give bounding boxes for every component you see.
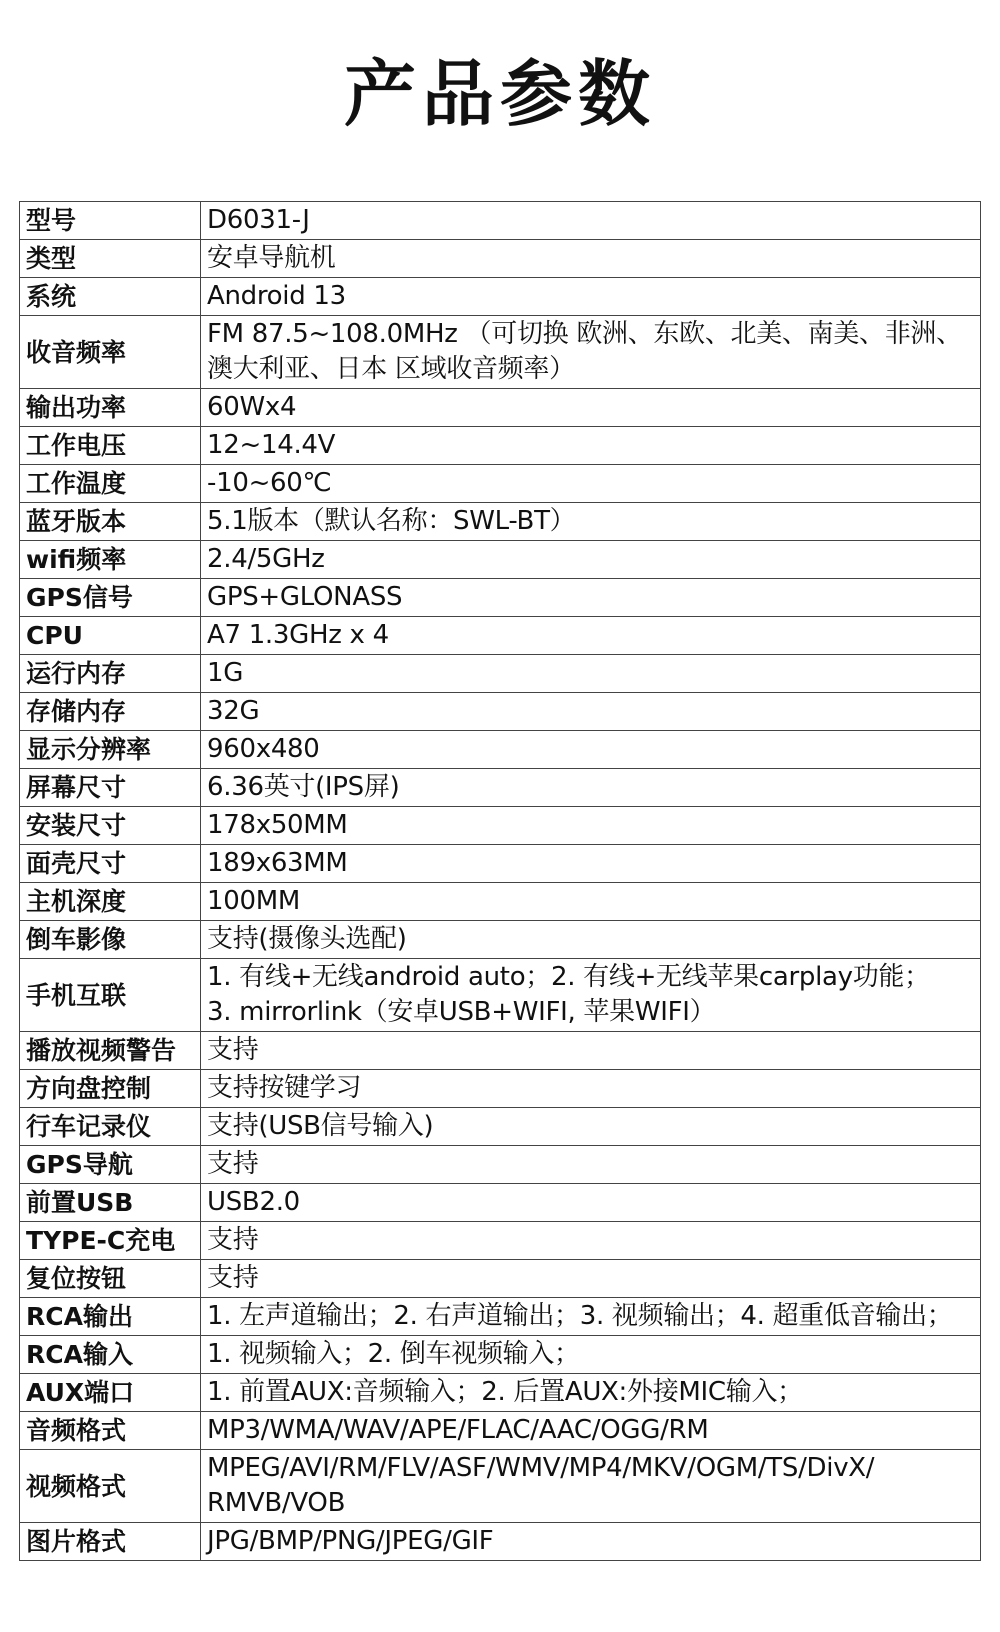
spec-value: JPG/BMP/PNG/JPEG/GIF — [201, 1523, 981, 1561]
spec-label: 前置USB — [20, 1184, 201, 1222]
table-row — [20, 807, 981, 845]
spec-value: 支持 — [201, 1146, 981, 1184]
spec-label: 工作温度 — [20, 465, 201, 503]
spec-value: GPS+GLONASS — [201, 579, 981, 617]
spec-value: A7 1.3GHz x 4 — [201, 617, 981, 655]
spec-value: 960x480 — [201, 731, 981, 769]
table-row — [20, 1412, 981, 1450]
spec-value: MPEG/AVI/RM/FLV/ASF/WMV/MP4/MKV/OGM/TS/DivX/ RMVB/VOB — [201, 1450, 981, 1523]
spec-label: GPS信号 — [20, 579, 201, 617]
table-row — [20, 1222, 981, 1260]
spec-label: 输出功率 — [20, 389, 201, 427]
spec-label: 复位按钮 — [20, 1260, 201, 1298]
spec-label: 型号 — [20, 202, 201, 240]
spec-label: 播放视频警告 — [20, 1032, 201, 1070]
table-row — [20, 617, 981, 655]
spec-value: 支持 — [201, 1222, 981, 1260]
spec-label: 行车记录仪 — [20, 1108, 201, 1146]
spec-label: 方向盘控制 — [20, 1070, 201, 1108]
spec-value: 189x63MM — [201, 845, 981, 883]
spec-value: 2.4/5GHz — [201, 541, 981, 579]
table-row — [20, 1108, 981, 1146]
spec-value: 178x50MM — [201, 807, 981, 845]
table-row — [20, 316, 981, 389]
spec-label: wifi频率 — [20, 541, 201, 579]
table-row — [20, 503, 981, 541]
table-row — [20, 389, 981, 427]
table-row — [20, 278, 981, 316]
spec-value: 1. 左声道输出；2. 右声道输出；3. 视频输出；4. 超重低音输出； — [201, 1298, 981, 1336]
spec-value: D6031-J — [201, 202, 981, 240]
spec-label: 类型 — [20, 240, 201, 278]
spec-label: 安装尺寸 — [20, 807, 201, 845]
spec-value: 支持 — [201, 1260, 981, 1298]
table-row — [20, 845, 981, 883]
table-row — [20, 1374, 981, 1412]
spec-value: 支持(USB信号输入) — [201, 1108, 981, 1146]
table-row — [20, 731, 981, 769]
table-row — [20, 769, 981, 807]
table-row — [20, 1523, 981, 1561]
spec-value: 100MM — [201, 883, 981, 921]
table-row — [20, 959, 981, 1032]
spec-value: 支持按键学习 — [201, 1070, 981, 1108]
spec-label: 倒车影像 — [20, 921, 201, 959]
table-row — [20, 693, 981, 731]
table-row — [20, 1032, 981, 1070]
spec-value: MP3/WMA/WAV/APE/FLAC/AAC/OGG/RM — [201, 1412, 981, 1450]
spec-label: 屏幕尺寸 — [20, 769, 201, 807]
spec-value: USB2.0 — [201, 1184, 981, 1222]
spec-table — [19, 201, 981, 1561]
page-title: 产品参数 — [343, 52, 656, 136]
table-row — [20, 1070, 981, 1108]
spec-value: 1. 前置AUX:音频输入；2. 后置AUX:外接MIC输入； — [201, 1374, 981, 1412]
spec-label: RCA输出 — [20, 1298, 201, 1336]
spec-label: 视频格式 — [20, 1450, 201, 1523]
table-row — [20, 202, 981, 240]
spec-value: 60Wx4 — [201, 389, 981, 427]
spec-value: Android 13 — [201, 278, 981, 316]
spec-value: 安卓导航机 — [201, 240, 981, 278]
spec-value: 1G — [201, 655, 981, 693]
spec-label: 面壳尺寸 — [20, 845, 201, 883]
table-row — [20, 579, 981, 617]
spec-label: 蓝牙版本 — [20, 503, 201, 541]
spec-value: 支持(摄像头选配) — [201, 921, 981, 959]
spec-value: 12~14.4V — [201, 427, 981, 465]
table-row — [20, 1184, 981, 1222]
spec-label: 音频格式 — [20, 1412, 201, 1450]
spec-label: 存储内存 — [20, 693, 201, 731]
table-row — [20, 427, 981, 465]
spec-value: -10~60℃ — [201, 465, 981, 503]
spec-label: RCA输入 — [20, 1336, 201, 1374]
table-row — [20, 655, 981, 693]
spec-label: CPU — [20, 617, 201, 655]
spec-label: TYPE-C充电 — [20, 1222, 201, 1260]
spec-label: 图片格式 — [20, 1523, 201, 1561]
spec-label: 主机深度 — [20, 883, 201, 921]
spec-label: 手机互联 — [20, 959, 201, 1032]
spec-label: AUX端口 — [20, 1374, 201, 1412]
spec-label: 显示分辨率 — [20, 731, 201, 769]
table-row — [20, 541, 981, 579]
spec-value: 1. 有线+无线android auto；2. 有线+无线苹果carplay功能； 3. mirrorlink（安卓USB+WIFI, 苹果WIFI） — [201, 959, 981, 1032]
table-row — [20, 1260, 981, 1298]
spec-value: 5.1版本（默认名称：SWL-BT） — [201, 503, 981, 541]
table-row — [20, 921, 981, 959]
spec-label: 收音频率 — [20, 316, 201, 389]
table-row — [20, 1298, 981, 1336]
table-row — [20, 883, 981, 921]
spec-value: 1. 视频输入；2. 倒车视频输入； — [201, 1336, 981, 1374]
table-row — [20, 1336, 981, 1374]
table-row — [20, 465, 981, 503]
spec-label: 工作电压 — [20, 427, 201, 465]
spec-value: 32G — [201, 693, 981, 731]
spec-value: 6.36英寸(IPS屏) — [201, 769, 981, 807]
spec-value: FM 87.5~108.0MHz （可切换 欧洲、东欧、北美、南美、非洲、 澳大利亚、日本 区域收音频率） — [201, 316, 981, 389]
spec-label: 运行内存 — [20, 655, 201, 693]
spec-value: 支持 — [201, 1032, 981, 1070]
spec-label: GPS导航 — [20, 1146, 201, 1184]
table-row — [20, 240, 981, 278]
table-row — [20, 1146, 981, 1184]
table-row — [20, 1450, 981, 1523]
spec-label: 系统 — [20, 278, 201, 316]
